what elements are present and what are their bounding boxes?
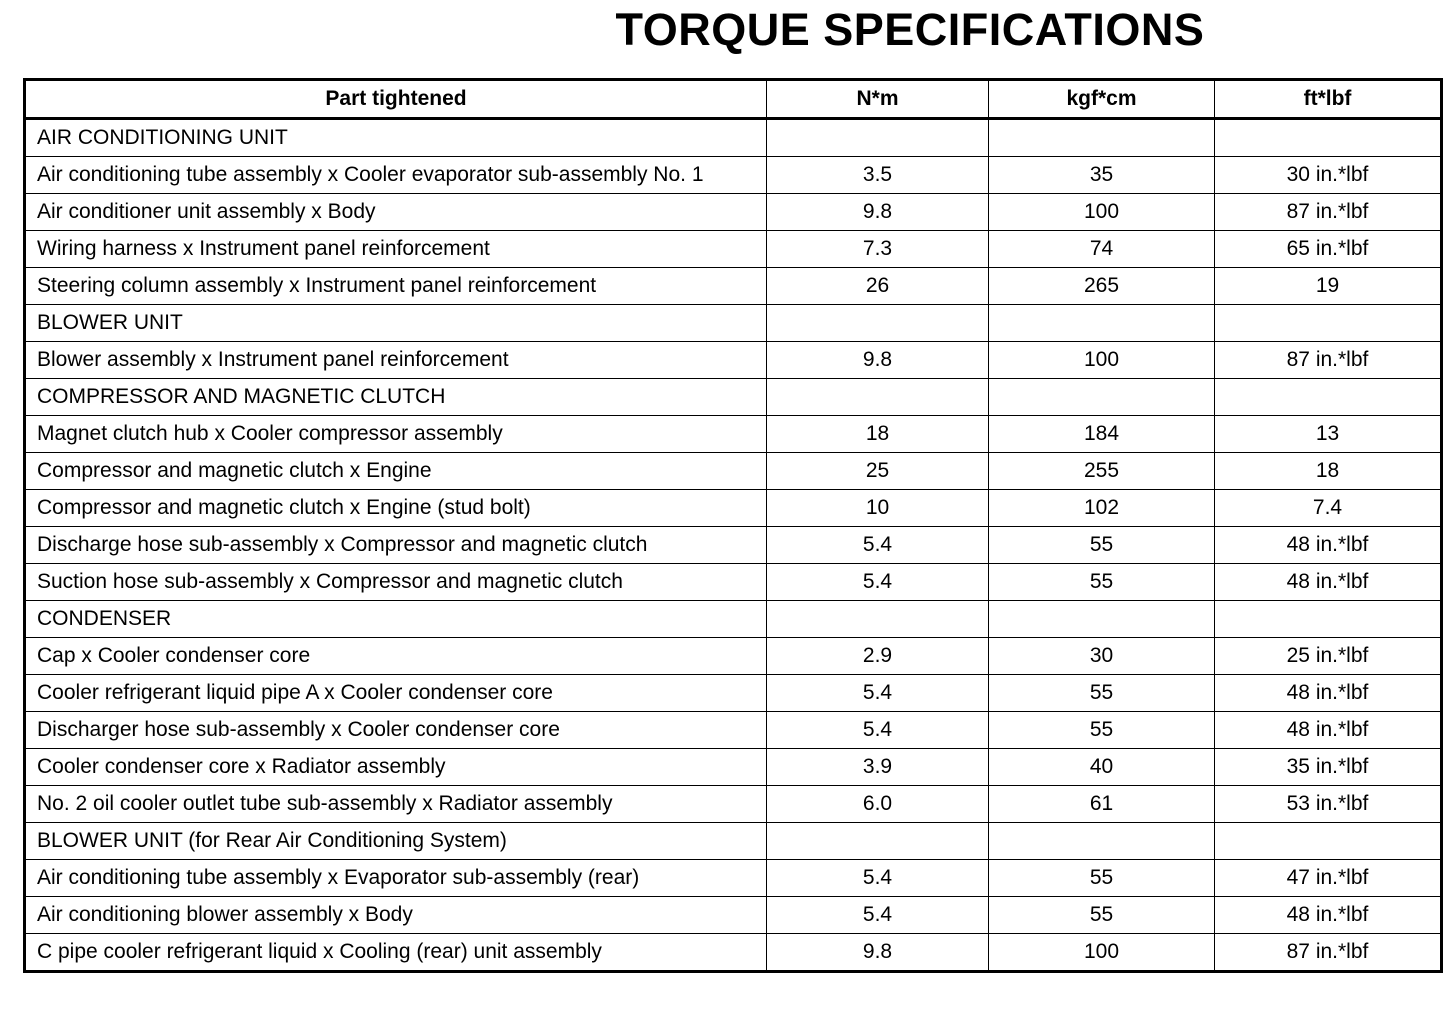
- table-row: [25, 453, 1442, 490]
- cell-part-tightened: C pipe cooler refrigerant liquid x Cooling (rear) unit assembly: [25, 934, 767, 972]
- cell-ftlbf: 53 in.*lbf: [1215, 786, 1442, 823]
- table-row: [25, 749, 1442, 786]
- header-row: [25, 80, 1442, 119]
- cell-nm: [767, 823, 989, 860]
- cell-nm: 5.4: [767, 860, 989, 897]
- table-row: [25, 342, 1442, 379]
- cell-kgfcm: [989, 823, 1215, 860]
- cell-kgfcm: [989, 379, 1215, 416]
- cell-kgfcm: 265: [989, 268, 1215, 305]
- cell-kgfcm: 100: [989, 342, 1215, 379]
- header-kgfcm: kgf*cm: [989, 80, 1215, 119]
- section-row: [25, 119, 1442, 157]
- cell-nm: [767, 305, 989, 342]
- cell-ftlbf: 48 in.*lbf: [1215, 897, 1442, 934]
- cell-kgfcm: 61: [989, 786, 1215, 823]
- cell-part-tightened: Magnet clutch hub x Cooler compressor assembly: [25, 416, 767, 453]
- cell-kgfcm: 55: [989, 897, 1215, 934]
- cell-part-tightened: Suction hose sub-assembly x Compressor and magnetic clutch: [25, 564, 767, 601]
- cell-part-tightened: Compressor and magnetic clutch x Engine (stud bolt): [25, 490, 767, 527]
- cell-kgfcm: 74: [989, 231, 1215, 268]
- cell-part-tightened: Discharge hose sub-assembly x Compressor and magnetic clutch: [25, 527, 767, 564]
- cell-ftlbf: 87 in.*lbf: [1215, 934, 1442, 972]
- cell-ftlbf: 19: [1215, 268, 1442, 305]
- cell-nm: 5.4: [767, 897, 989, 934]
- cell-part-tightened: Cooler condenser core x Radiator assembly: [25, 749, 767, 786]
- table-row: [25, 564, 1442, 601]
- cell-ftlbf: 87 in.*lbf: [1215, 342, 1442, 379]
- table-row: [25, 897, 1442, 934]
- table-header: [25, 80, 1442, 119]
- table-row: [25, 157, 1442, 194]
- cell-ftlbf: 87 in.*lbf: [1215, 194, 1442, 231]
- table-row: [25, 638, 1442, 675]
- cell-ftlbf: 7.4: [1215, 490, 1442, 527]
- cell-ftlbf: [1215, 601, 1442, 638]
- header-ftlbf: ft*lbf: [1215, 80, 1442, 119]
- cell-kgfcm: 40: [989, 749, 1215, 786]
- cell-ftlbf: [1215, 823, 1442, 860]
- cell-nm: 18: [767, 416, 989, 453]
- cell-ftlbf: 48 in.*lbf: [1215, 564, 1442, 601]
- header-nm: N*m: [767, 80, 989, 119]
- cell-part-tightened: Discharger hose sub-assembly x Cooler condenser core: [25, 712, 767, 749]
- cell-kgfcm: 255: [989, 453, 1215, 490]
- cell-ftlbf: 18: [1215, 453, 1442, 490]
- cell-kgfcm: [989, 305, 1215, 342]
- cell-kgfcm: 55: [989, 675, 1215, 712]
- table-row: [25, 860, 1442, 897]
- cell-ftlbf: 25 in.*lbf: [1215, 638, 1442, 675]
- table-row: [25, 527, 1442, 564]
- section-row: [25, 823, 1442, 860]
- cell-ftlbf: 47 in.*lbf: [1215, 860, 1442, 897]
- cell-part-tightened: Cap x Cooler condenser core: [25, 638, 767, 675]
- cell-nm: 9.8: [767, 934, 989, 972]
- cell-kgfcm: 102: [989, 490, 1215, 527]
- table-row: [25, 194, 1442, 231]
- cell-part-tightened: Steering column assembly x Instrument panel reinforcement: [25, 268, 767, 305]
- cell-part-tightened: Wiring harness x Instrument panel reinforcement: [25, 231, 767, 268]
- table-row: [25, 416, 1442, 453]
- cell-kgfcm: 184: [989, 416, 1215, 453]
- section-row: [25, 601, 1442, 638]
- cell-ftlbf: [1215, 119, 1442, 157]
- cell-part-tightened: Blower assembly x Instrument panel reinforcement: [25, 342, 767, 379]
- table-row: [25, 268, 1442, 305]
- cell-ftlbf: [1215, 305, 1442, 342]
- page-title: TORQUE SPECIFICATIONS: [615, 4, 1205, 55]
- cell-kgfcm: 100: [989, 934, 1215, 972]
- cell-nm: 7.3: [767, 231, 989, 268]
- cell-ftlbf: 48 in.*lbf: [1215, 675, 1442, 712]
- cell-kgfcm: 55: [989, 712, 1215, 749]
- cell-nm: 2.9: [767, 638, 989, 675]
- cell-nm: 5.4: [767, 527, 989, 564]
- cell-kgfcm: [989, 119, 1215, 157]
- cell-nm: 5.4: [767, 712, 989, 749]
- cell-part-tightened: No. 2 oil cooler outlet tube sub-assembly x Radiator assembly: [25, 786, 767, 823]
- cell-nm: [767, 379, 989, 416]
- cell-ftlbf: 35 in.*lbf: [1215, 749, 1442, 786]
- cell-nm: [767, 119, 989, 157]
- cell-kgfcm: 55: [989, 564, 1215, 601]
- cell-nm: 5.4: [767, 564, 989, 601]
- cell-kgfcm: 55: [989, 527, 1215, 564]
- cell-nm: 25: [767, 453, 989, 490]
- cell-part-tightened: Cooler refrigerant liquid pipe A x Cooler condenser core: [25, 675, 767, 712]
- cell-nm: 9.8: [767, 342, 989, 379]
- table-body: [25, 119, 1442, 972]
- cell-part-tightened: Compressor and magnetic clutch x Engine: [25, 453, 767, 490]
- cell-nm: 3.5: [767, 157, 989, 194]
- cell-kgfcm: 30: [989, 638, 1215, 675]
- table-row: [25, 712, 1442, 749]
- cell-part-tightened: Air conditioning blower assembly x Body: [25, 897, 767, 934]
- section-row: [25, 305, 1442, 342]
- cell-kgfcm: 35: [989, 157, 1215, 194]
- cell-part-tightened: COMPRESSOR AND MAGNETIC CLUTCH: [25, 379, 767, 416]
- table-row: [25, 934, 1442, 972]
- cell-part-tightened: Air conditioning tube assembly x Cooler evaporator sub-assembly No. 1: [25, 157, 767, 194]
- cell-part-tightened: CONDENSER: [25, 601, 767, 638]
- table-row: [25, 490, 1442, 527]
- cell-part-tightened: AIR CONDITIONING UNIT: [25, 119, 767, 157]
- cell-part-tightened: BLOWER UNIT: [25, 305, 767, 342]
- table-row: [25, 786, 1442, 823]
- cell-part-tightened: Air conditioner unit assembly x Body: [25, 194, 767, 231]
- cell-ftlbf: [1215, 379, 1442, 416]
- torque-spec-table: [23, 78, 1443, 973]
- cell-nm: 5.4: [767, 675, 989, 712]
- cell-part-tightened: BLOWER UNIT (for Rear Air Conditioning System): [25, 823, 767, 860]
- cell-kgfcm: [989, 601, 1215, 638]
- table-row: [25, 675, 1442, 712]
- cell-nm: 3.9: [767, 749, 989, 786]
- cell-nm: 6.0: [767, 786, 989, 823]
- cell-nm: [767, 601, 989, 638]
- section-row: [25, 379, 1442, 416]
- cell-ftlbf: 48 in.*lbf: [1215, 527, 1442, 564]
- header-part-tightened: Part tightened: [25, 80, 767, 119]
- cell-nm: 9.8: [767, 194, 989, 231]
- cell-ftlbf: 13: [1215, 416, 1442, 453]
- cell-part-tightened: Air conditioning tube assembly x Evaporator sub-assembly (rear): [25, 860, 767, 897]
- cell-kgfcm: 55: [989, 860, 1215, 897]
- cell-nm: 10: [767, 490, 989, 527]
- cell-ftlbf: 30 in.*lbf: [1215, 157, 1442, 194]
- table-row: [25, 231, 1442, 268]
- cell-ftlbf: 48 in.*lbf: [1215, 712, 1442, 749]
- cell-ftlbf: 65 in.*lbf: [1215, 231, 1442, 268]
- cell-kgfcm: 100: [989, 194, 1215, 231]
- cell-nm: 26: [767, 268, 989, 305]
